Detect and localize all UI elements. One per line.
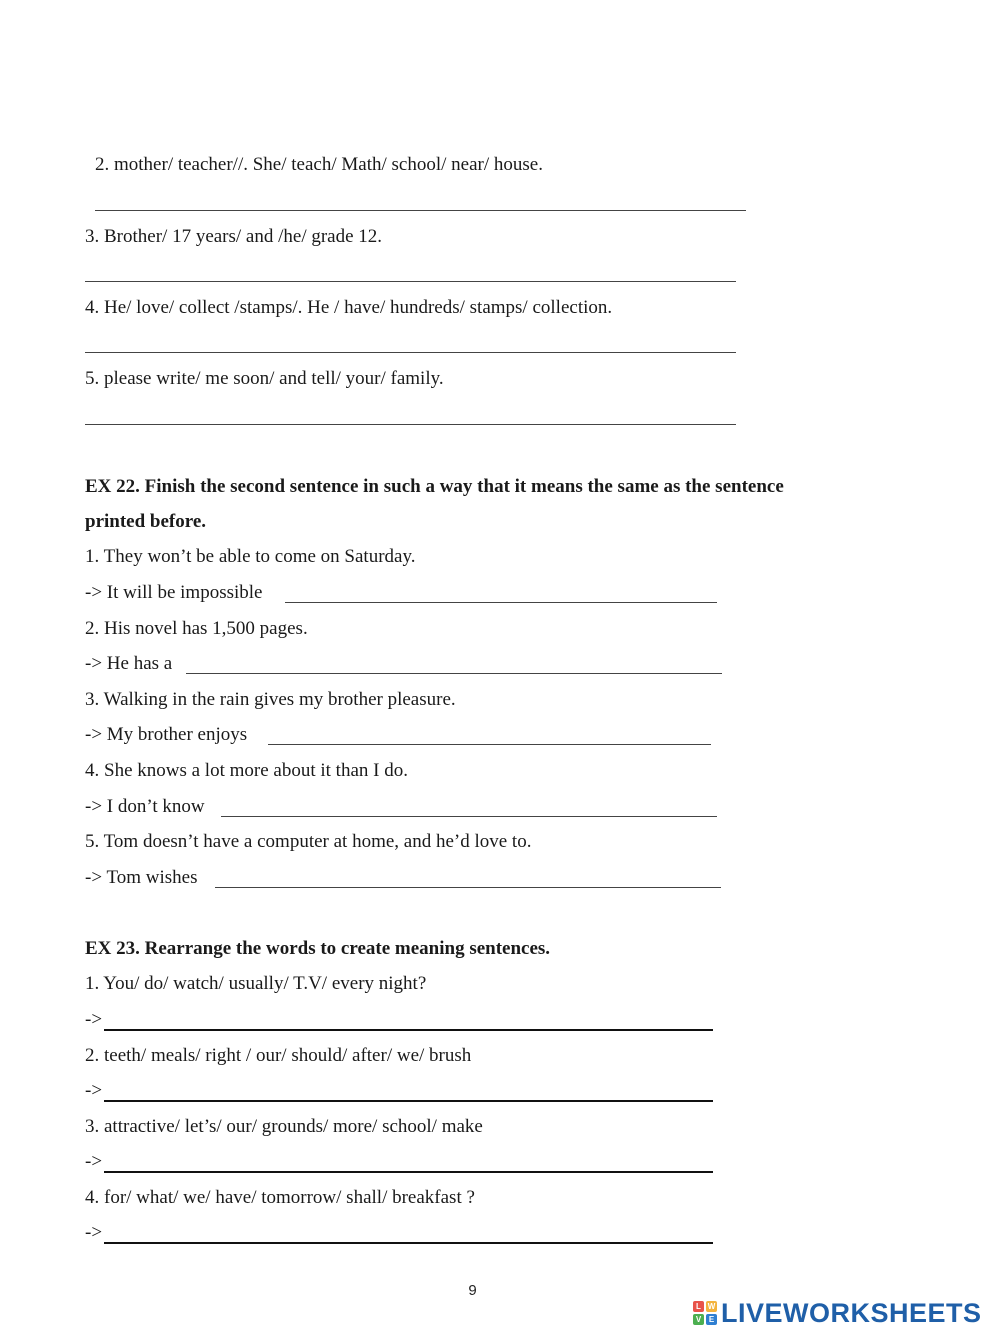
ex22-original-5: 5. Tom doesn’t have a computer at home, and he’d love to. [85, 831, 532, 852]
ex23-prompt-4: -> [85, 1222, 103, 1243]
ex23-words-3: 3. attractive/ let’s/ our/ grounds/ more/ school/ make [85, 1116, 483, 1137]
ex23-answer-line-1[interactable] [104, 1029, 713, 1031]
ex23-answer-line-4[interactable] [104, 1242, 713, 1244]
ex22-answer-line-3[interactable] [268, 744, 711, 745]
ex22-heading-line2: printed before. [85, 511, 207, 532]
logo-tile-e: E [706, 1314, 717, 1325]
ex22-heading-line1: EX 22. Finish the second sentence in such a way that it means the same as the sentence [85, 476, 784, 497]
ex23-heading: EX 23. Rearrange the words to create meaning sentences. [85, 938, 551, 959]
ex22-original-1: 1. They won’t be able to come on Saturday. [85, 546, 416, 567]
exercise-item-5: 5. please write/ me soon/ and tell/ your/ family. [85, 368, 444, 389]
logo-tile-l: L [693, 1301, 704, 1312]
ex23-words-1: 1. You/ do/ watch/ usually/ T.V/ every night? [85, 973, 427, 994]
ex22-prompt-4: -> I don’t know [85, 796, 205, 817]
exercise-item-2: 2. mother/ teacher//. She/ teach/ Math/ school/ near/ house. [95, 154, 543, 175]
exercise-item-3: 3. Brother/ 17 years/ and /he/ grade 12. [85, 226, 383, 247]
ex22-answer-line-1[interactable] [285, 602, 717, 603]
answer-line-5[interactable] [85, 424, 736, 425]
ex22-answer-line-2[interactable] [186, 673, 722, 674]
ex22-prompt-1: -> It will be impossible [85, 582, 263, 603]
ex22-answer-line-4[interactable] [221, 816, 717, 817]
logo-text: LIVEWORKSHEETS [721, 1297, 982, 1328]
logo-grid-icon [693, 1301, 717, 1325]
answer-line-2[interactable] [95, 210, 746, 211]
ex22-answer-line-5[interactable] [215, 887, 721, 888]
ex22-original-2: 2. His novel has 1,500 pages. [85, 618, 308, 639]
ex22-original-4: 4. She knows a lot more about it than I do. [85, 760, 408, 781]
answer-line-3[interactable] [85, 281, 736, 282]
ex23-words-4: 4. for/ what/ we/ have/ tomorrow/ shall/ breakfast ? [85, 1187, 475, 1208]
ex23-prompt-1: -> [85, 1009, 103, 1030]
ex23-answer-line-2[interactable] [104, 1100, 713, 1102]
answer-line-4[interactable] [85, 352, 736, 353]
exercise-item-4: 4. He/ love/ collect /stamps/. He / have/ hundreds/ stamps/ collection. [85, 297, 613, 318]
ex23-prompt-3: -> [85, 1151, 103, 1172]
ex23-prompt-2: -> [85, 1080, 103, 1101]
logo-tile-v: V [693, 1314, 704, 1325]
ex22-prompt-5: -> Tom wishes [85, 867, 198, 888]
liveworksheets-logo[interactable] [693, 1298, 982, 1328]
ex22-prompt-3: -> My brother enjoys [85, 724, 248, 745]
ex23-words-2: 2. teeth/ meals/ right / our/ should/ after/ we/ brush [85, 1045, 472, 1066]
ex23-answer-line-3[interactable] [104, 1171, 713, 1173]
ex22-original-3: 3. Walking in the rain gives my brother pleasure. [85, 689, 456, 710]
logo-tile-w: W [707, 1302, 716, 1311]
page-number: 9 [468, 1282, 477, 1299]
ex22-prompt-2: -> He has a [85, 653, 173, 674]
